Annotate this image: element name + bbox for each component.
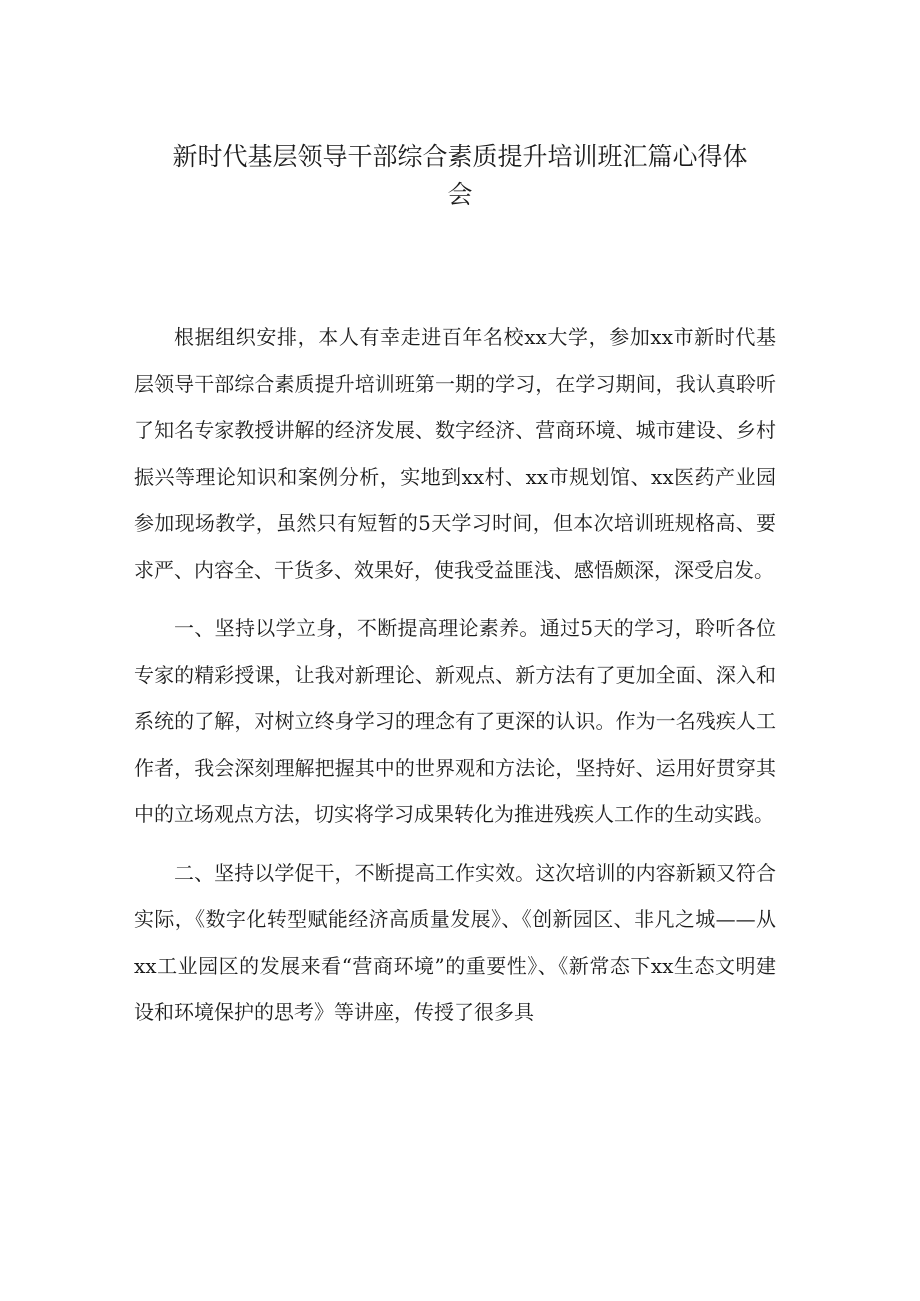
title-line-1: 新时代基层领导干部综合素质提升培训班汇篇心得体 xyxy=(172,142,748,171)
paragraph-section-2: 二、坚持以学促干，不断提高工作实效。这次培训的内容新颖又符合实际，《数字化转型赋能经济高质量发展》、《创新园区、非凡之城——从xx工业园区的发展来看“营商环境”的重要性》、《新常态下xx生态文明建设和环境保护的思考》等讲座，传授了很多具 xyxy=(134,860,776,1024)
title-line-2: 会 xyxy=(447,180,473,209)
document-title xyxy=(150,138,770,214)
document-body xyxy=(134,314,776,1048)
paragraph-intro: 根据组织安排，本人有幸走进百年名校xx大学，参加xx市新时代基层领导干部综合素质提升培训班第一期的学习，在学习期间，我认真聆听了知名专家教授讲解的经济发展、数字经济、营商环境、城市建设、乡村振兴等理论知识和案例分析，实地到xx村、xx市规划馆、xx医药产业园参加现场教学，虽然只有短暂的5天学习时间，但本次培训班规格高、要求严、内容全、干货多、效果好，使我受益匪浅、感悟颇深，深受启发。 xyxy=(134,325,776,582)
paragraph-section-1: 一、坚持以学立身，不断提高理论素养。通过5天的学习，聆听各位专家的精彩授课，让我对新理论、新观点、新方法有了更加全面、深入和系统的了解，对树立终身学习的理念有了更深的认识。作为一名残疾人工作者，我会深刻理解把握其中的世界观和方法论，坚持好、运用好贯穿其中的立场观点方法，切实将学习成果转化为推进残疾人工作的生动实践。 xyxy=(134,616,776,826)
